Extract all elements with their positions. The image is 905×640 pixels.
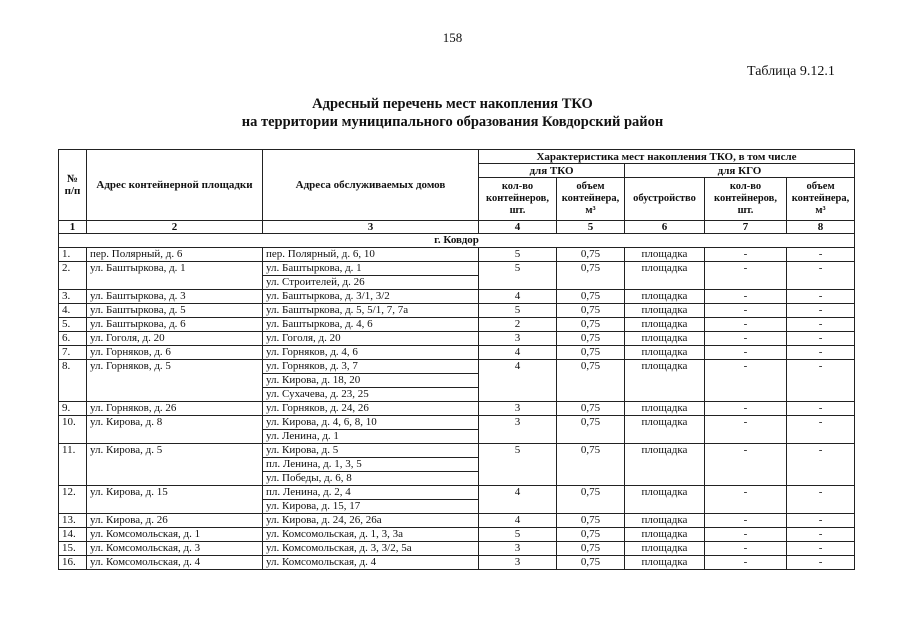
row-facility: площадка [625,486,705,514]
row-kgo-volume: - [787,556,855,570]
row-tko-count: 5 [479,528,557,542]
row-address: ул. Баштыркова, д. 6 [87,318,263,332]
row-house: ул. Баштыркова, д. 3/1, 3/2 [263,290,479,304]
row-facility: площадка [625,542,705,556]
row-kgo-volume: - [787,528,855,542]
row-number: 1. [59,248,87,262]
row-address: ул. Комсомольская, д. 1 [87,528,263,542]
row-house: ул. Горняков, д. 3, 7 [263,360,479,374]
row-address: ул. Горняков, д. 5 [87,360,263,402]
row-address: ул. Горняков, д. 26 [87,402,263,416]
row-number: 11. [59,444,87,486]
row-house: ул. Кирова, д. 18, 20 [263,374,479,388]
row-house: ул. Кирова, д. 4, 6, 8, 10 [263,416,479,430]
table-row [59,262,855,276]
row-tko-volume: 0,75 [557,542,625,556]
row-tko-count: 3 [479,542,557,556]
row-house: ул. Баштыркова, д. 5, 5/1, 7, 7а [263,304,479,318]
row-kgo-count: - [705,262,787,290]
row-number: 9. [59,402,87,416]
row-facility: площадка [625,262,705,290]
row-address: ул. Баштыркова, д. 3 [87,290,263,304]
row-tko-volume: 0,75 [557,514,625,528]
row-number: 8. [59,360,87,402]
row-kgo-volume: - [787,248,855,262]
row-tko-count: 5 [479,262,557,290]
table-row [59,360,855,374]
row-facility: площадка [625,304,705,318]
row-kgo-count: - [705,332,787,346]
col-number: 8 [787,221,855,234]
row-house: ул. Горняков, д. 24, 26 [263,402,479,416]
city-heading: г. Ковдор [59,234,855,248]
row-address: ул. Кирова, д. 8 [87,416,263,444]
row-tko-count: 3 [479,402,557,416]
row-kgo-count: - [705,360,787,402]
header-tko-count: кол-во контейнеров, шт. [479,178,557,221]
row-tko-count: 5 [479,248,557,262]
row-kgo-count: - [705,528,787,542]
row-facility: площадка [625,528,705,542]
row-tko-count: 4 [479,360,557,402]
row-kgo-count: - [705,486,787,514]
table-row [59,528,855,542]
row-facility: площадка [625,360,705,402]
row-address: ул. Горняков, д. 6 [87,346,263,360]
row-number: 15. [59,542,87,556]
row-facility: площадка [625,556,705,570]
row-kgo-count: - [705,416,787,444]
col-number: 5 [557,221,625,234]
table-row [59,542,855,556]
table-row [59,304,855,318]
row-address: ул. Баштыркова, д. 1 [87,262,263,290]
row-kgo-volume: - [787,542,855,556]
row-tko-count: 3 [479,556,557,570]
row-tko-count: 4 [479,346,557,360]
table-row [59,486,855,500]
row-kgo-count: - [705,248,787,262]
col-number: 7 [705,221,787,234]
row-house: ул. Гоголя, д. 20 [263,332,479,346]
row-kgo-count: - [705,290,787,304]
row-kgo-volume: - [787,416,855,444]
header-num: № п/п [59,150,87,221]
row-number: 12. [59,486,87,514]
row-number: 14. [59,528,87,542]
row-address: ул. Кирова, д. 26 [87,514,263,528]
header-kgo: для КГО [625,164,855,178]
row-address: ул. Баштыркова, д. 5 [87,304,263,318]
row-kgo-count: - [705,402,787,416]
table-row [59,444,855,458]
document-subtitle: на территории муниципального образования Ковдорский район [241,114,664,130]
row-kgo-volume: - [787,346,855,360]
table-row [59,416,855,430]
header-kgo-volume: объем контейнера, м³ [787,178,855,221]
row-tko-volume: 0,75 [557,486,625,514]
row-number: 6. [59,332,87,346]
row-number: 3. [59,290,87,304]
row-address: ул. Гоголя, д. 20 [87,332,263,346]
row-kgo-volume: - [787,318,855,332]
col-number: 6 [625,221,705,234]
col-number: 3 [263,221,479,234]
table-row [59,556,855,570]
row-kgo-count: - [705,346,787,360]
header-characteristic: Характеристика мест накопления ТКО, в том числе [479,150,855,164]
waste-sites-table [58,149,855,570]
row-house: ул. Ленина, д. 1 [263,430,479,444]
row-kgo-count: - [705,304,787,318]
row-number: 7. [59,346,87,360]
row-kgo-volume: - [787,514,855,528]
row-number: 16. [59,556,87,570]
header-kgo-count: кол-во контейнеров, шт. [705,178,787,221]
row-house: ул. Кирова, д. 15, 17 [263,500,479,514]
row-kgo-volume: - [787,444,855,486]
row-tko-volume: 0,75 [557,304,625,318]
row-facility: площадка [625,332,705,346]
row-kgo-count: - [705,444,787,486]
row-facility: площадка [625,514,705,528]
header-houses: Адреса обслуживаемых домов [263,150,479,221]
row-number: 10. [59,416,87,444]
header-tko-volume: объем контейнера, м³ [557,178,625,221]
header-address: Адрес контейнерной площадки [87,150,263,221]
col-number: 2 [87,221,263,234]
row-kgo-count: - [705,542,787,556]
table-row [59,318,855,332]
row-number: 13. [59,514,87,528]
table-row [59,402,855,416]
row-house: пл. Ленина, д. 2, 4 [263,486,479,500]
table-row [59,332,855,346]
row-house: ул. Баштыркова, д. 1 [263,262,479,276]
row-tko-count: 4 [479,290,557,304]
table-caption: Таблица 9.12.1 [747,64,835,79]
row-address: ул. Комсомольская, д. 4 [87,556,263,570]
table-row [59,248,855,262]
row-facility: площадка [625,444,705,486]
row-facility: площадка [625,290,705,304]
row-house: ул. Комсомольская, д. 3, 3/2, 5а [263,542,479,556]
col-number: 1 [59,221,87,234]
row-house: ул. Кирова, д. 24, 26, 26а [263,514,479,528]
row-tko-volume: 0,75 [557,262,625,290]
table-row [59,290,855,304]
row-house: ул. Горняков, д. 4, 6 [263,346,479,360]
row-tko-volume: 0,75 [557,318,625,332]
row-house: ул. Победы, д. 6, 8 [263,472,479,486]
row-house: пер. Полярный, д. 6, 10 [263,248,479,262]
row-house: пл. Ленина, д. 1, 3, 5 [263,458,479,472]
row-tko-volume: 0,75 [557,444,625,486]
row-house: ул. Кирова, д. 5 [263,444,479,458]
row-tko-volume: 0,75 [557,402,625,416]
row-number: 2. [59,262,87,290]
row-kgo-count: - [705,556,787,570]
row-number: 5. [59,318,87,332]
row-tko-count: 5 [479,304,557,318]
row-tko-volume: 0,75 [557,360,625,402]
header-tko: для ТКО [479,164,625,178]
row-kgo-count: - [705,514,787,528]
row-facility: площадка [625,248,705,262]
header-facility: обустройство [625,178,705,221]
row-tko-volume: 0,75 [557,346,625,360]
row-address: пер. Полярный, д. 6 [87,248,263,262]
row-tko-volume: 0,75 [557,416,625,444]
col-number: 4 [479,221,557,234]
row-house: ул. Комсомольская, д. 1, 3, 3а [263,528,479,542]
row-tko-count: 3 [479,416,557,444]
row-house: ул. Строителей, д. 26 [263,276,479,290]
row-address: ул. Кирова, д. 5 [87,444,263,486]
row-tko-count: 2 [479,318,557,332]
row-address: ул. Кирова, д. 15 [87,486,263,514]
table-row [59,514,855,528]
row-kgo-volume: - [787,486,855,514]
row-tko-volume: 0,75 [557,556,625,570]
row-kgo-volume: - [787,360,855,402]
row-kgo-volume: - [787,304,855,318]
row-number: 4. [59,304,87,318]
row-house: ул. Комсомольская, д. 4 [263,556,479,570]
row-tko-count: 5 [479,444,557,486]
row-facility: площадка [625,318,705,332]
row-facility: площадка [625,416,705,444]
table-row [59,346,855,360]
row-kgo-volume: - [787,290,855,304]
row-tko-count: 4 [479,514,557,528]
row-tko-count: 4 [479,486,557,514]
row-kgo-volume: - [787,262,855,290]
row-address: ул. Комсомольская, д. 3 [87,542,263,556]
page-number: 158 [442,30,463,45]
row-facility: площадка [625,402,705,416]
row-tko-count: 3 [479,332,557,346]
row-tko-volume: 0,75 [557,290,625,304]
row-house: ул. Баштыркова, д. 4, 6 [263,318,479,332]
row-kgo-volume: - [787,332,855,346]
row-kgo-count: - [705,318,787,332]
row-tko-volume: 0,75 [557,248,625,262]
row-tko-volume: 0,75 [557,332,625,346]
document-title: Адресный перечень мест накопления ТКО [312,96,593,112]
row-facility: площадка [625,346,705,360]
row-house: ул. Сухачева, д. 23, 25 [263,388,479,402]
row-tko-volume: 0,75 [557,528,625,542]
row-kgo-volume: - [787,402,855,416]
